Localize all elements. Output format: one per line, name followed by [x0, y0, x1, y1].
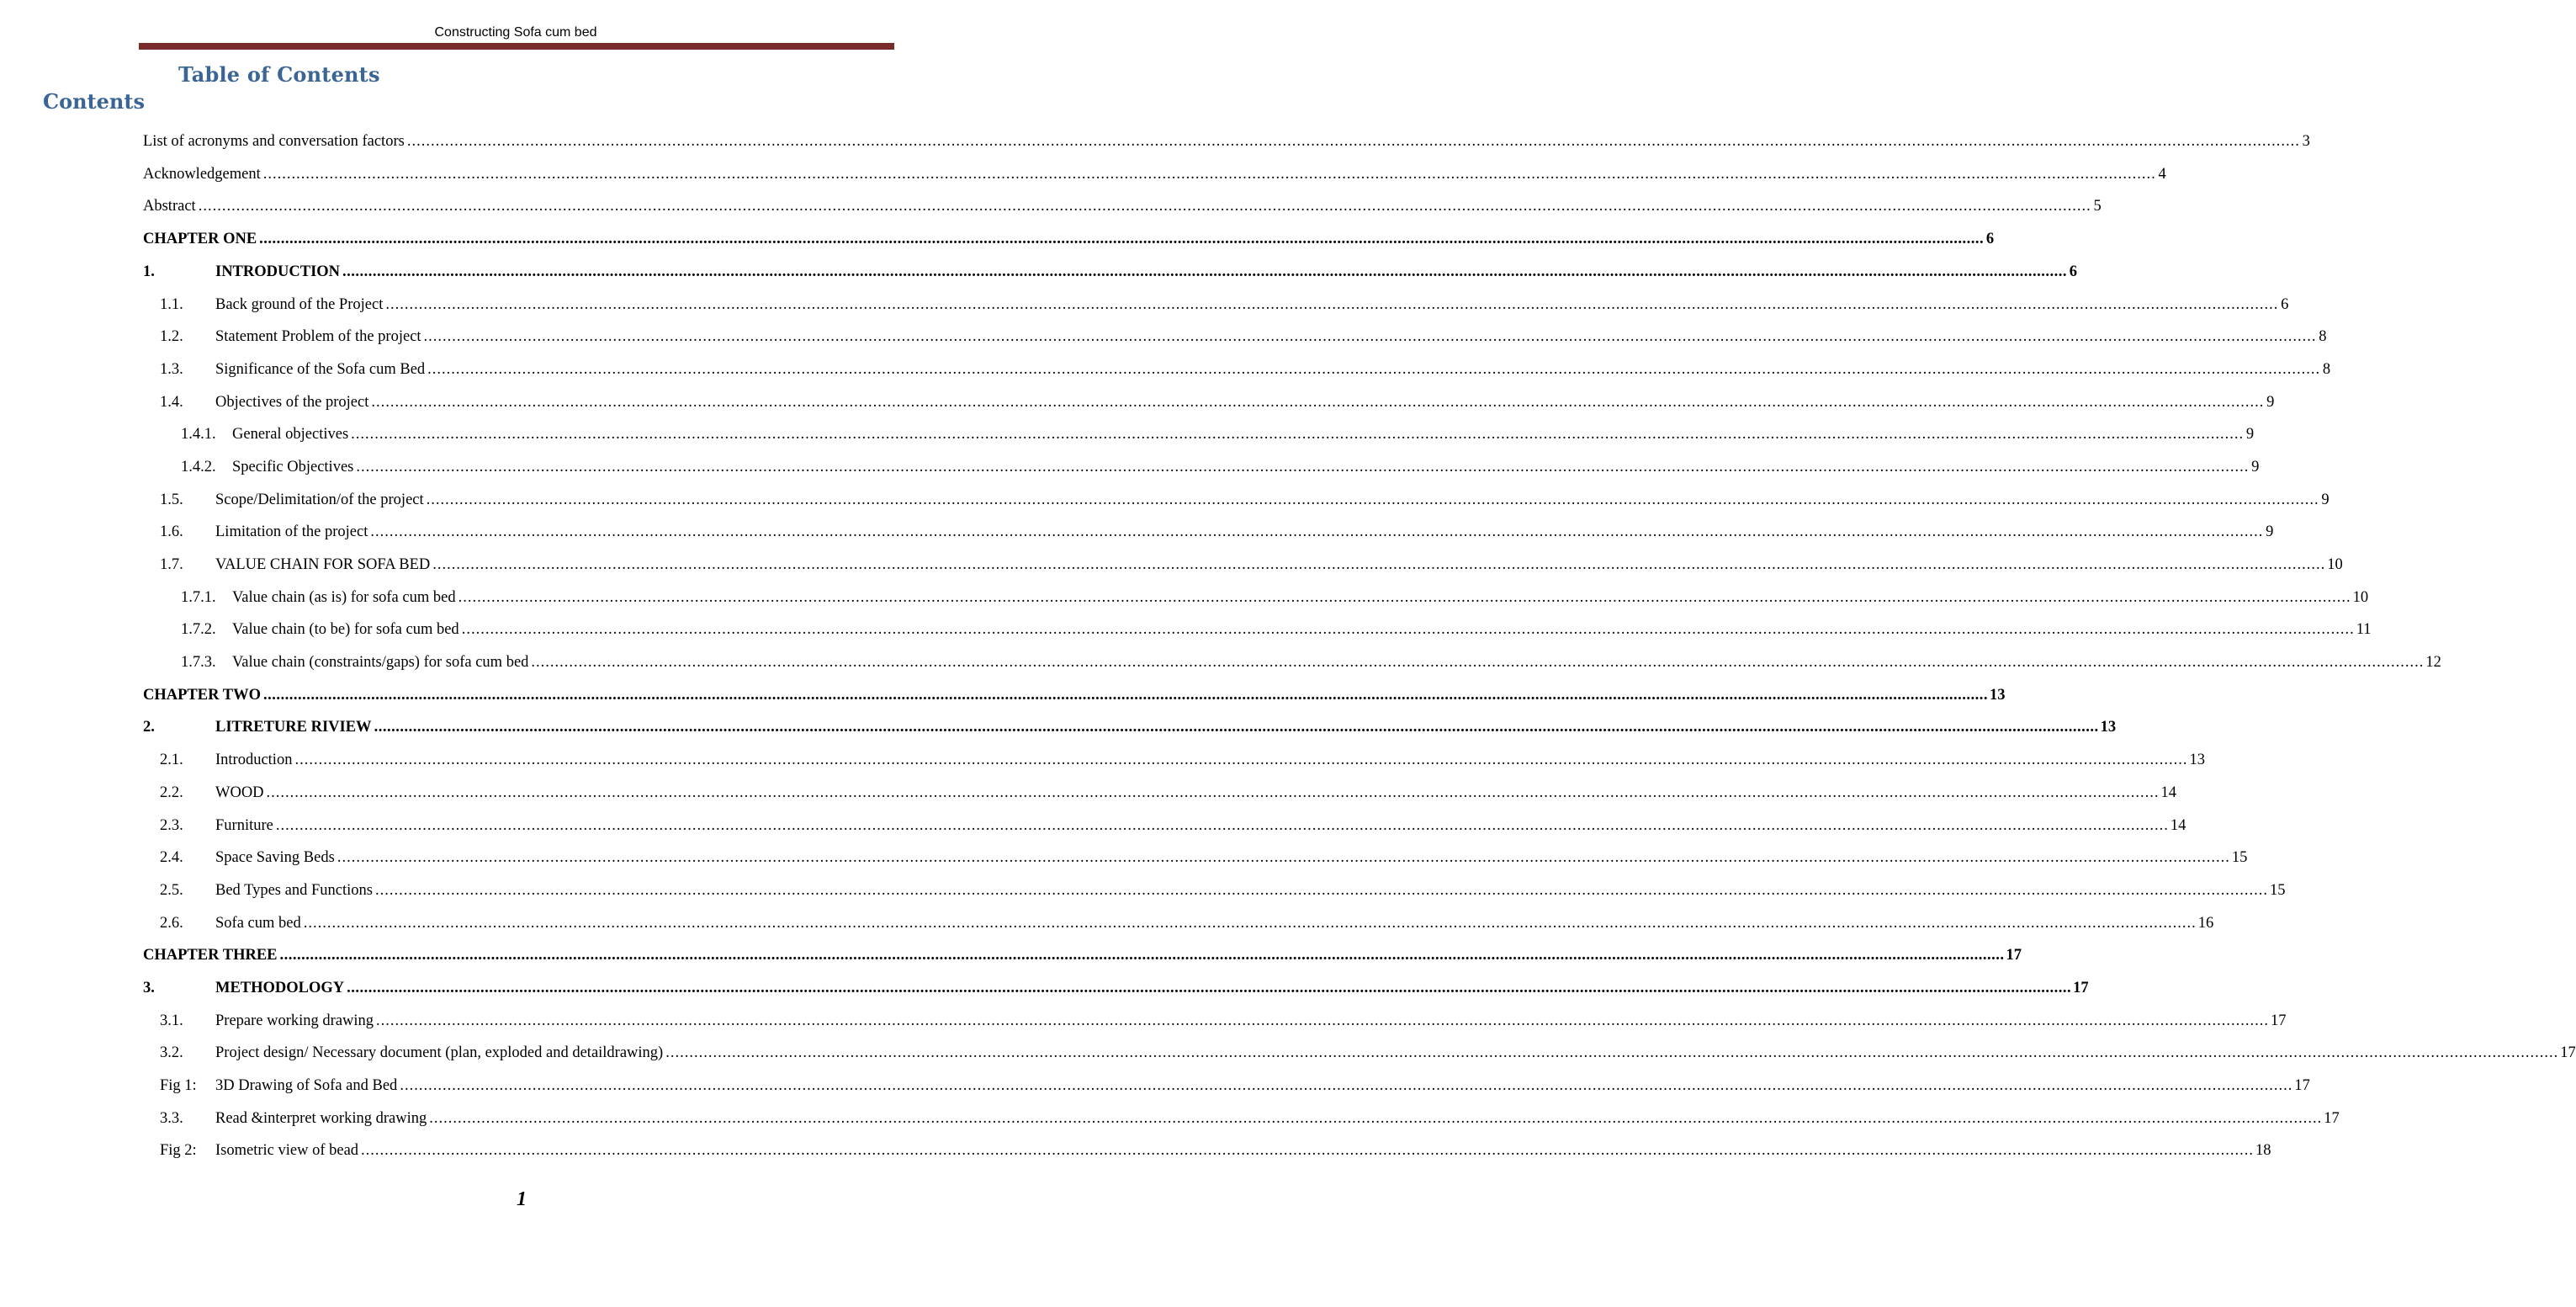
- toc-entry-page[interactable]: 13: [2189, 752, 2205, 769]
- toc-entry-number: 1.7.3.: [181, 654, 216, 672]
- toc-entry-number: 1.3.: [160, 360, 183, 378]
- toc-entry-page[interactable]: 6: [2281, 295, 2289, 313]
- toc-entry[interactable]: [143, 972, 2089, 1005]
- toc-entry-page[interactable]: 17: [2073, 979, 2089, 996]
- toc-entry[interactable]: [143, 1070, 2310, 1102]
- toc-entry-number: 2.4.: [160, 849, 183, 867]
- toc-entry-page[interactable]: 13: [2100, 719, 2117, 736]
- toc-entry[interactable]: [143, 1102, 2340, 1135]
- toc-entry-number: 1.5.: [160, 491, 183, 508]
- toc-entry-number: 2.1.: [160, 752, 183, 769]
- toc-entry-page[interactable]: 9: [2251, 458, 2260, 476]
- toc-entry-title[interactable]: CHAPTER THREE: [143, 947, 278, 964]
- toc-entry[interactable]: [143, 646, 2441, 679]
- toc-entry-title[interactable]: Read &interpret working drawing: [215, 1109, 427, 1127]
- toc-entry[interactable]: [143, 939, 2022, 972]
- toc-entry[interactable]: [143, 451, 2260, 484]
- toc-entry-number: 1.7.: [160, 556, 183, 574]
- dot-leader: ................................................................................................................................................................................................................................................................................................................................................................................................................: [337, 849, 2230, 867]
- toc-entry-number: 1.: [143, 263, 155, 280]
- toc-entry[interactable]: [143, 614, 2372, 646]
- dot-leader: ................................................................................................................................................................................................................................................................................................................................................................................................................: [351, 426, 2245, 444]
- toc-entry[interactable]: [143, 288, 2289, 321]
- dot-leader: ................................................................................................................................................................................................................................................................................................................................................................................................................: [275, 816, 2169, 834]
- toc-entry[interactable]: [143, 516, 2274, 549]
- toc-entry-title[interactable]: Statement Problem of the project: [215, 328, 421, 346]
- toc-entry-page[interactable]: 14: [2170, 816, 2186, 834]
- toc-entry-page[interactable]: 9: [2266, 523, 2274, 541]
- dot-leader: ................................................................................................................................................................................................................................................................................................................................................................................................................: [262, 165, 2156, 183]
- dot-leader: ................................................................................................................................................................................................................................................................................................................................................................................................................: [294, 752, 2188, 769]
- dot-leader: ................................................................................................................................................................................................................................................................................................................................................................................................................: [279, 947, 2005, 964]
- running-header: Constructing Sofa cum bed: [434, 25, 597, 40]
- toc-entry-number: 1.4.1.: [181, 426, 216, 444]
- toc-entry-title[interactable]: INTRODUCTION: [215, 263, 341, 280]
- toc-entry-title[interactable]: Back ground of the Project: [215, 295, 384, 313]
- toc-entry-title[interactable]: Objectives of the project: [215, 393, 369, 411]
- toc-entry-number: 1.4.: [160, 393, 183, 411]
- dot-leader: ................................................................................................................................................................................................................................................................................................................................................................................................................: [266, 784, 2160, 801]
- header-rule: [139, 43, 894, 50]
- toc-entry[interactable]: [143, 549, 2343, 582]
- dot-leader: ................................................................................................................................................................................................................................................................................................................................................................................................................: [370, 523, 2264, 541]
- page-number: 1: [517, 1188, 527, 1210]
- toc-entry-number: 2.3.: [160, 816, 183, 834]
- toc-entry[interactable]: [143, 484, 2330, 517]
- toc-entry[interactable]: [143, 1005, 2287, 1038]
- toc-entry[interactable]: [143, 321, 2327, 353]
- toc-entry-title[interactable]: Introduction: [215, 752, 293, 769]
- dot-leader: ................................................................................................................................................................................................................................................................................................................................................................................................................: [361, 1142, 2255, 1160]
- toc-entry[interactable]: [143, 256, 2078, 289]
- dot-leader: ................................................................................................................................................................................................................................................................................................................................................................................................................: [376, 1012, 2270, 1029]
- toc-entry-title[interactable]: Furniture: [215, 816, 273, 834]
- toc-entry[interactable]: [143, 125, 2310, 158]
- toc-entry-page[interactable]: 17: [2324, 1109, 2340, 1127]
- toc-entry-title[interactable]: Isometric view of bead: [215, 1142, 359, 1160]
- toc-entry-number: 1.4.2.: [181, 458, 216, 476]
- dot-leader: ................................................................................................................................................................................................................................................................................................................................................................................................................: [371, 393, 2265, 411]
- toc-entry-title[interactable]: General objectives: [232, 426, 349, 444]
- toc-entry-title[interactable]: LITRETURE RIVIEW: [215, 719, 372, 736]
- dot-leader: ................................................................................................................................................................................................................................................................................................................................................................................................................: [374, 881, 2268, 899]
- toc-entry-page[interactable]: 4: [2158, 165, 2166, 183]
- toc-entry-title[interactable]: Scope/Delimitation/of the project: [215, 491, 424, 508]
- toc-entry-page[interactable]: 9: [2245, 426, 2255, 444]
- toc-entry-page[interactable]: 3: [2302, 133, 2310, 151]
- toc-entry[interactable]: [143, 809, 2186, 842]
- toc-entry-title[interactable]: Sofa cum bed: [215, 914, 301, 932]
- toc-entry[interactable]: [143, 190, 2102, 223]
- dot-leader: ................................................................................................................................................................................................................................................................................................................................................................................................................: [461, 621, 2355, 639]
- toc-entry-title[interactable]: Significance of the Sofa cum Bed: [215, 360, 426, 378]
- toc-entry-number: 1.7.2.: [181, 621, 216, 639]
- toc-entry-page[interactable]: 10: [2352, 588, 2369, 606]
- dot-leader: ................................................................................................................................................................................................................................................................................................................................................................................................................: [385, 295, 2279, 313]
- toc-entry-page[interactable]: 11: [2356, 621, 2372, 639]
- toc-entry-number: 1.7.1.: [181, 588, 216, 606]
- toc-entry-page[interactable]: 17: [2560, 1044, 2576, 1062]
- toc-entry-page[interactable]: 8: [2322, 360, 2331, 378]
- dot-leader: ................................................................................................................................................................................................................................................................................................................................................................................................................: [665, 1044, 2559, 1062]
- toc-entry[interactable]: [143, 1134, 2271, 1167]
- dot-leader: ................................................................................................................................................................................................................................................................................................................................................................................................................: [406, 133, 2300, 151]
- toc-entry[interactable]: [143, 582, 2369, 614]
- dot-leader: ................................................................................................................................................................................................................................................................................................................................................................................................................: [262, 686, 1988, 704]
- toc-entry-number: 2.6.: [160, 914, 183, 932]
- dot-leader: ................................................................................................................................................................................................................................................................................................................................................................................................................: [432, 556, 2326, 574]
- dot-leader: ................................................................................................................................................................................................................................................................................................................................................................................................................: [347, 979, 2072, 996]
- toc-entry-title[interactable]: Value chain (as is) for sofa cum bed: [232, 588, 456, 606]
- dot-leader: ................................................................................................................................................................................................................................................................................................................................................................................................................: [342, 263, 2068, 280]
- toc-entry[interactable]: [143, 679, 2006, 712]
- toc-entry-page[interactable]: 16: [2197, 914, 2214, 932]
- toc-entry-number: Fig 1:: [160, 1077, 197, 1095]
- toc-entry-page[interactable]: 6: [2069, 263, 2078, 280]
- toc-entry-title[interactable]: Limitation of the project: [215, 523, 368, 541]
- dot-leader: ................................................................................................................................................................................................................................................................................................................................................................................................................: [458, 588, 2351, 606]
- dot-leader: ................................................................................................................................................................................................................................................................................................................................................................................................................: [426, 491, 2319, 508]
- toc-entry[interactable]: [143, 386, 2275, 419]
- toc-entry-title[interactable]: Project design/ Necessary document (plan, exploded and detaildrawing): [215, 1044, 664, 1062]
- toc-entry[interactable]: [143, 418, 2255, 451]
- toc-entry-title[interactable]: Prepare working drawing: [215, 1012, 374, 1029]
- toc-entry-title[interactable]: Value chain (to be) for sofa cum bed: [232, 621, 459, 639]
- toc-entry-page[interactable]: 12: [2425, 654, 2441, 672]
- toc-entry-page[interactable]: 18: [2255, 1142, 2271, 1160]
- toc-entry[interactable]: [143, 223, 1995, 256]
- dot-leader: ................................................................................................................................................................................................................................................................................................................................................................................................................: [400, 1077, 2293, 1095]
- dot-leader: ................................................................................................................................................................................................................................................................................................................................................................................................................: [374, 719, 2099, 736]
- toc-entry-title[interactable]: WOOD: [215, 784, 264, 801]
- contents-heading: Contents: [43, 89, 145, 114]
- toc-entry-number: 1.1.: [160, 295, 183, 313]
- toc-entry-page[interactable]: 15: [2231, 849, 2248, 867]
- toc-entry[interactable]: [143, 353, 2331, 386]
- toc-entry-page[interactable]: 17: [2294, 1077, 2310, 1095]
- toc-entry-title[interactable]: CHAPTER TWO: [143, 686, 261, 704]
- toc-list: [143, 125, 2576, 1167]
- toc-entry-title[interactable]: Value chain (constraints/gaps) for sofa cum bed: [232, 654, 529, 672]
- toc-entry-title[interactable]: CHAPTER ONE: [143, 231, 257, 248]
- dot-leader: ................................................................................................................................................................................................................................................................................................................................................................................................................: [429, 1109, 2323, 1127]
- toc-entry-number: 3.3.: [160, 1109, 183, 1127]
- toc-entry-number: 2.2.: [160, 784, 183, 801]
- toc-entry-number: Fig 2:: [160, 1142, 197, 1160]
- toc-entry-title[interactable]: List of acronyms and conversation factors: [143, 133, 405, 151]
- toc-entry-page[interactable]: 9: [2266, 393, 2275, 411]
- toc-entry-title[interactable]: 3D Drawing of Sofa and Bed: [215, 1077, 398, 1095]
- toc-entry-page[interactable]: 6: [1985, 231, 1995, 248]
- toc-entry[interactable]: [143, 744, 2205, 777]
- dot-leader: ................................................................................................................................................................................................................................................................................................................................................................................................................: [531, 654, 2425, 672]
- toc-entry-page[interactable]: 15: [2269, 881, 2286, 899]
- toc-entry-page[interactable]: 8: [2319, 328, 2327, 346]
- toc-entry[interactable]: [143, 842, 2248, 874]
- toc-entry-title[interactable]: Bed Types and Functions: [215, 881, 373, 899]
- toc-entry-number: 3.2.: [160, 1044, 183, 1062]
- toc-entry-page[interactable]: 5: [2093, 198, 2102, 215]
- dot-leader: ................................................................................................................................................................................................................................................................................................................................................................................................................: [427, 360, 2321, 378]
- toc-title: Table of Contents: [178, 62, 380, 87]
- toc-entry-title[interactable]: Abstract: [143, 198, 196, 215]
- toc-entry[interactable]: [143, 777, 2177, 810]
- toc-entry-title[interactable]: METHODOLOGY: [215, 979, 345, 996]
- toc-entry[interactable]: [143, 907, 2214, 940]
- toc-entry-page[interactable]: 14: [2160, 784, 2177, 801]
- dot-leader: ................................................................................................................................................................................................................................................................................................................................................................................................................: [303, 914, 2197, 932]
- dot-leader: ................................................................................................................................................................................................................................................................................................................................................................................................................: [198, 198, 2091, 215]
- toc-entry-number: 1.6.: [160, 523, 183, 541]
- toc-entry-title[interactable]: VALUE CHAIN FOR SOFA BED: [215, 556, 431, 574]
- toc-entry-number: 3.1.: [160, 1012, 183, 1029]
- toc-entry-number: 3.: [143, 979, 155, 996]
- toc-entry-number: 2.: [143, 719, 155, 736]
- toc-entry[interactable]: [143, 711, 2117, 744]
- dot-leader: ................................................................................................................................................................................................................................................................................................................................................................................................................: [259, 231, 1985, 248]
- toc-entry-title[interactable]: Specific Objectives: [232, 458, 354, 476]
- toc-entry-number: 2.5.: [160, 881, 183, 899]
- toc-entry-title[interactable]: Acknowledgement: [143, 165, 261, 183]
- toc-entry[interactable]: [143, 874, 2286, 907]
- toc-entry-title[interactable]: Space Saving Beds: [215, 849, 335, 867]
- toc-entry-page[interactable]: 9: [2321, 491, 2330, 508]
- toc-entry-page[interactable]: 17: [2271, 1012, 2287, 1029]
- toc-entry-page[interactable]: 10: [2327, 556, 2343, 574]
- toc-entry[interactable]: [143, 158, 2166, 191]
- dot-leader: ................................................................................................................................................................................................................................................................................................................................................................................................................: [423, 328, 2317, 346]
- toc-entry-number: 1.2.: [160, 328, 183, 346]
- dot-leader: ................................................................................................................................................................................................................................................................................................................................................................................................................: [356, 458, 2250, 476]
- toc-entry-page[interactable]: 13: [1989, 686, 2006, 704]
- toc-entry-page[interactable]: 17: [2006, 947, 2022, 964]
- toc-entry[interactable]: [143, 1037, 2576, 1070]
